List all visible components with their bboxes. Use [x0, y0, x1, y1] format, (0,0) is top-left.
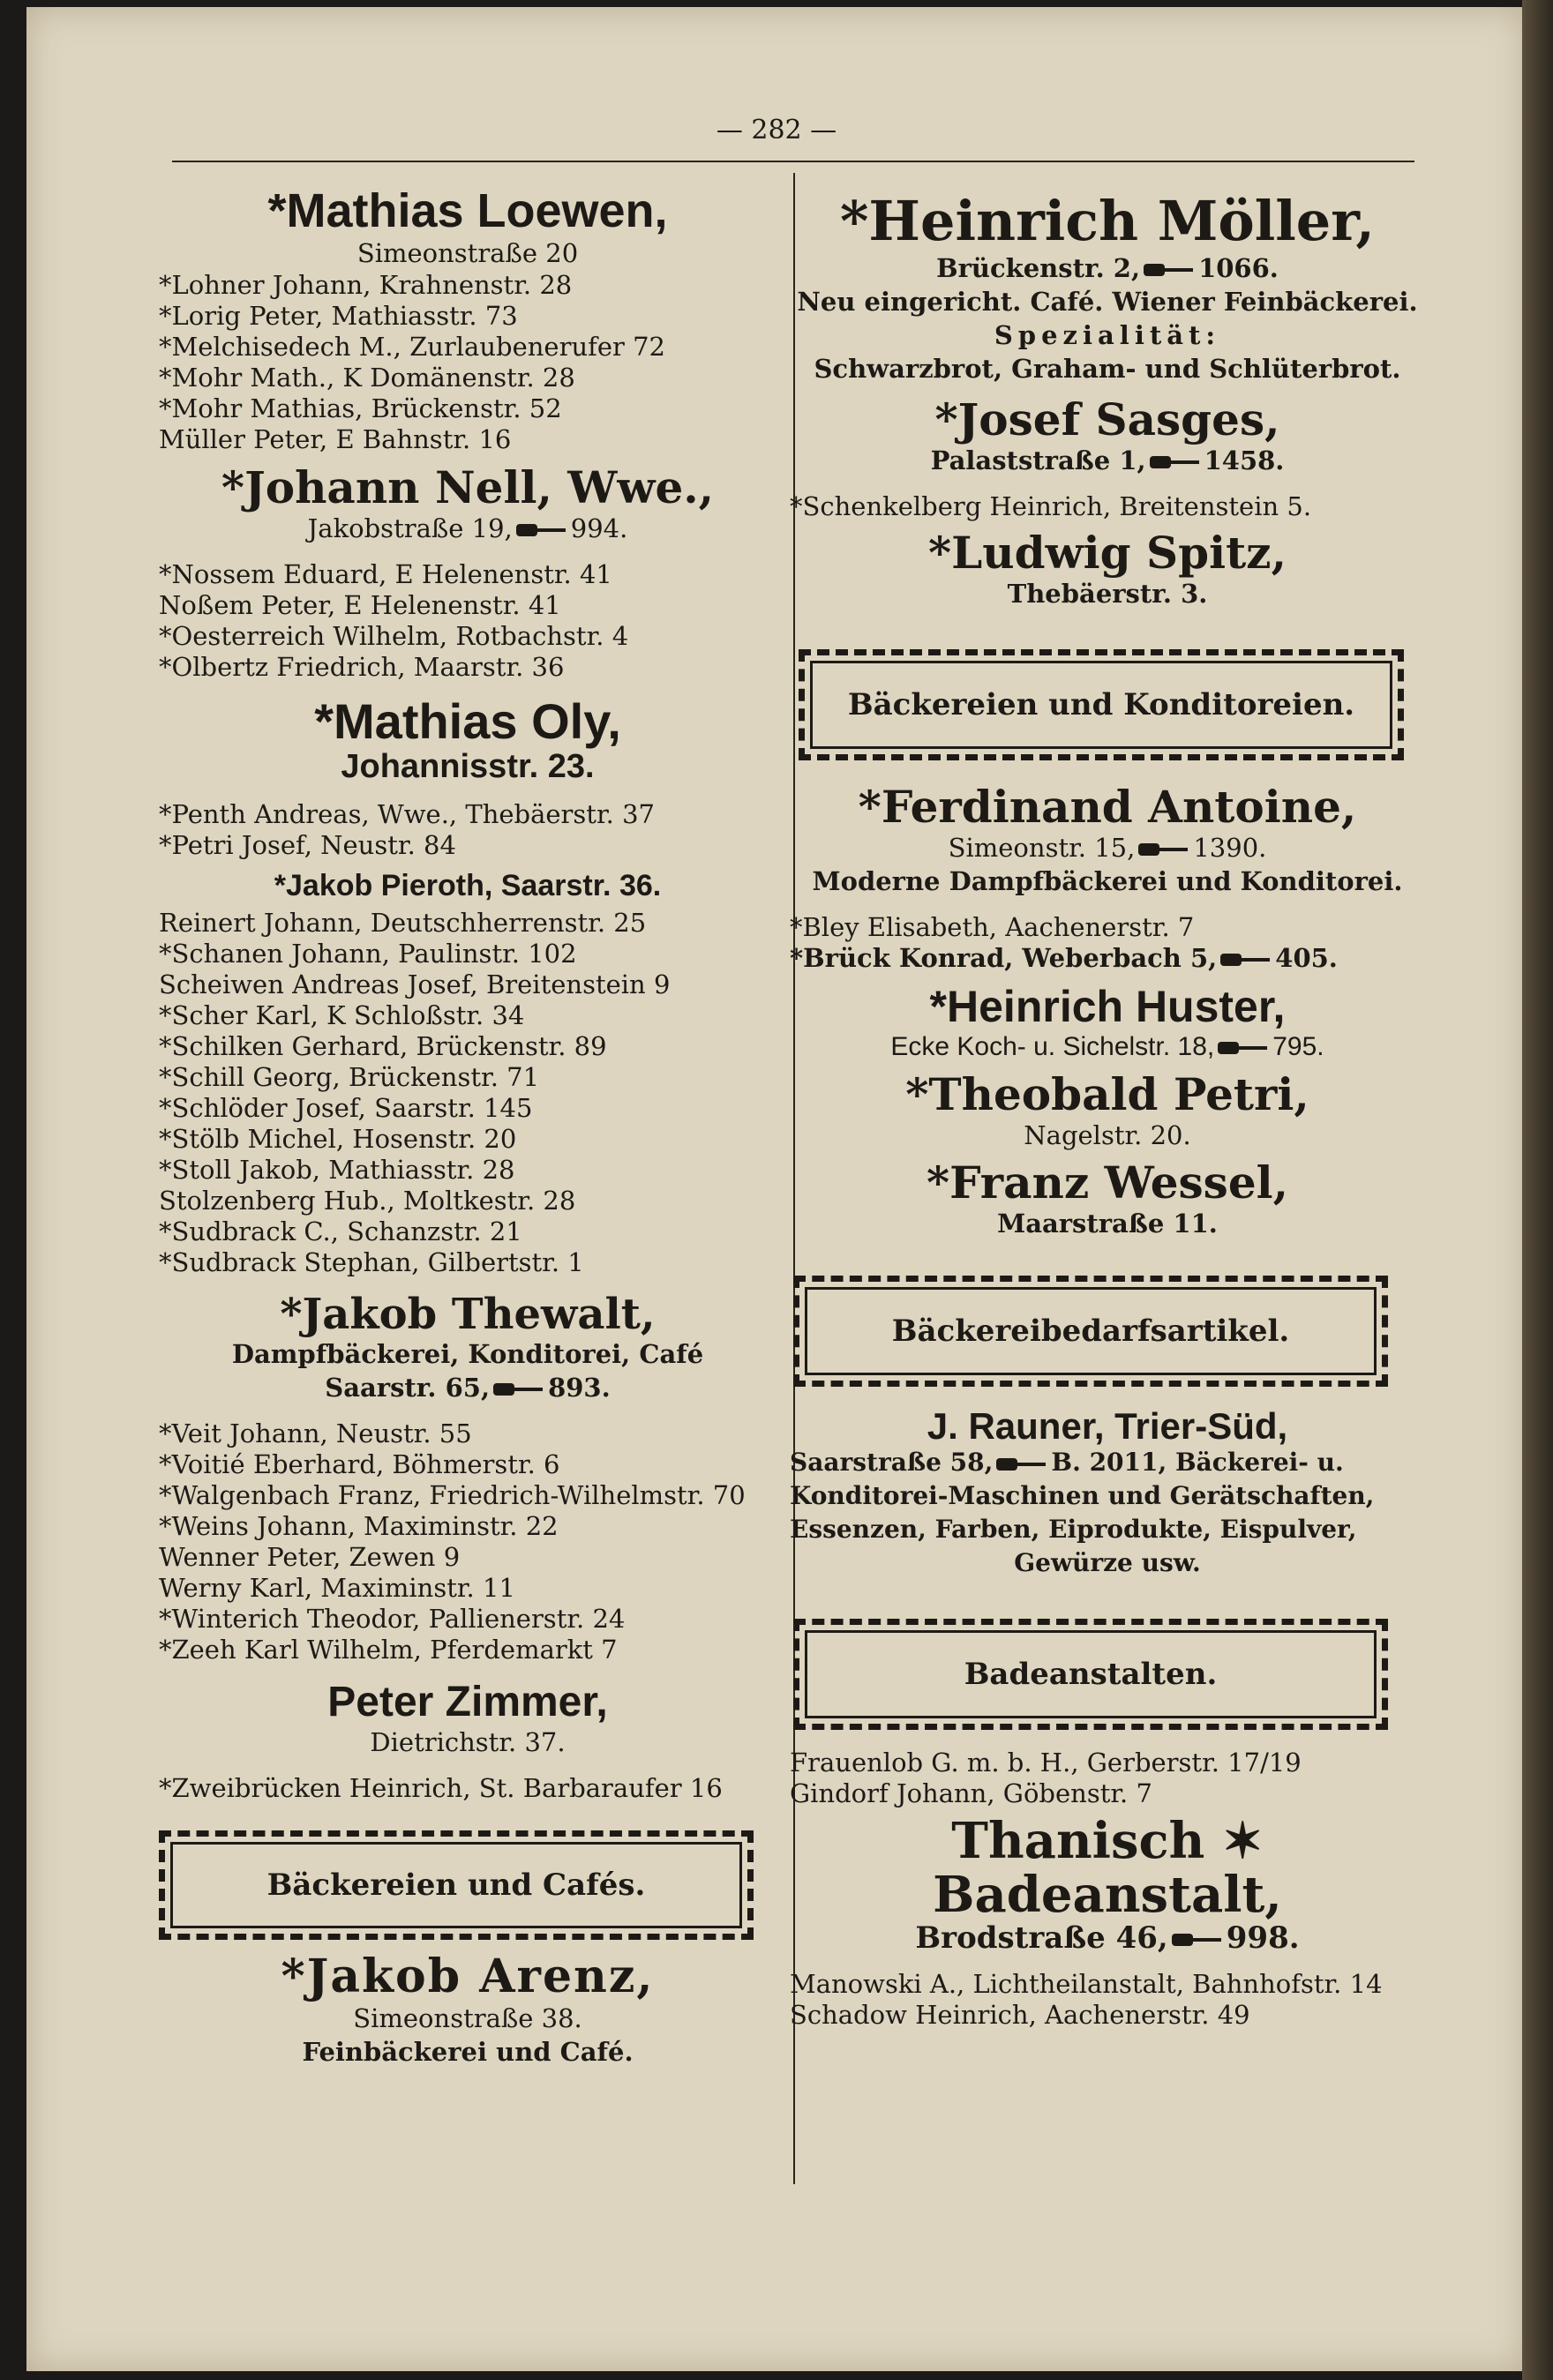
antoine-address: Simeonstr. 15, [948, 832, 1136, 863]
directory-entry: *Zeeh Karl Wilhelm, Pferdemarkt 7 [159, 1635, 618, 1665]
telephone-icon [1150, 454, 1201, 470]
rauner-line-1b: B. 2011, Bäckerei- u. [1051, 1448, 1344, 1478]
section-box-konditoreien [799, 649, 1404, 760]
moeller-phone: 1066. [1198, 252, 1279, 283]
page-number: — 282 — [716, 115, 837, 146]
nell-address-line [159, 512, 776, 545]
directory-entry: *Veit Johann, Neustr. 55 [159, 1418, 472, 1449]
antoine-title: *Ferdinand Antoine, [858, 780, 1357, 833]
nell-title: *Johann Nell, Wwe., [221, 461, 715, 514]
directory-entry: *Petri Josef, Neustr. 84 [159, 829, 456, 860]
loewen-address: Simeonstraße 20 [356, 238, 579, 269]
directory-entry: *Oesterreich Wilhelm, Rotbachstr. 4 [159, 621, 629, 652]
arenz-address: Simeonstraße 38. [353, 2003, 582, 2034]
section-title-bedarf: Bäckereibedarfsartikel. [891, 1313, 1290, 1349]
moeller-special: Schwarzbrot, Graham- und Schlüterbrot. [814, 353, 1401, 384]
huster-phone: 795. [1272, 1031, 1324, 1061]
telephone-icon [493, 1381, 544, 1397]
left-group-1 [159, 270, 776, 455]
left-group-2 [159, 559, 776, 683]
spitz-title: *Ludwig Spitz, [928, 526, 1287, 579]
directory-entry: *Nossem Eduard, E Helenenstr. 41 [159, 559, 612, 590]
petri-title: *Theobald Petri, [905, 1067, 1309, 1120]
directory-entry: *Sudbrack C., Schanzstr. 21 [159, 1216, 522, 1246]
directory-entry: *Lorig Peter, Mathiasstr. 73 [159, 301, 518, 332]
right-column [790, 176, 1425, 2031]
directory-entry: *Schanen Johann, Paulinstr. 102 [159, 938, 577, 969]
thewalt-address: Saarstr. 65, [325, 1373, 491, 1403]
directory-entry: *Olbertz Friedrich, Maarstr. 36 [159, 652, 565, 683]
pieroth-title: *Jakob Pieroth, Saarstr. 36. [274, 868, 662, 902]
moeller-address: Brückenstr. 2, [936, 252, 1141, 283]
header-rule [172, 161, 1414, 162]
directory-entry: *Stoll Jakob, Mathiasstr. 28 [159, 1154, 515, 1185]
rauner-line-2: Konditorei-Maschinen und Gerätschaften, [790, 1481, 1375, 1511]
directory-entry: *Schlöder Josef, Saarstr. 145 [159, 1092, 533, 1123]
directory-entry: Stolzenberg Hub., Moltkestr. 28 [159, 1185, 576, 1216]
right-group-1 [790, 491, 1425, 522]
directory-entry: *Walgenbach Franz, Friedrich-Wilhelmstr. 70 [159, 1480, 746, 1511]
section-title-bad: Badeanstalten. [964, 1657, 1218, 1693]
huster-address: Ecke Koch- u. Sichelstr. 18, [890, 1031, 1215, 1061]
directory-entry: Werny Karl, Maximinstr. 11 [159, 1573, 515, 1604]
directory-entry: *Weins Johann, Maximinstr. 22 [159, 1511, 559, 1542]
directory-entry: *Melchisedech M., Zurlaubenerufer 72 [159, 332, 665, 363]
sasges-address: Palaststraße 1, [930, 445, 1146, 475]
section-box-bad [793, 1619, 1388, 1730]
bley-entry: *Bley Elisabeth, Aachenerstr. 7 [790, 911, 1195, 942]
moeller-desc: Neu eingericht. Café. Wiener Feinbäckerei. [797, 286, 1418, 317]
thanisch-phone: 998. [1226, 1920, 1300, 1957]
rauner-line-4: Gewürze usw. [1014, 1548, 1201, 1578]
arenz-title: *Jakob Arenz, [281, 1950, 655, 2004]
directory-entry: Reinert Johann, Deutschherrenstr. 25 [159, 907, 647, 938]
rauner-line-1 [790, 1446, 1425, 1479]
sasges-address-line [790, 444, 1425, 477]
moeller-title: *Heinrich Möller, [840, 189, 1375, 253]
directory-entry: Gindorf Johann, Göbenstr. 7 [790, 1778, 1152, 1809]
page-edge [1522, 0, 1553, 2380]
nell-address: Jakobstraße 19, [307, 513, 513, 544]
spitz-address: Thebäerstr. 3. [1007, 578, 1208, 609]
brueck-phone: 405. [1275, 942, 1338, 973]
antoine-address-line [790, 831, 1425, 864]
oly-address: Johannisstr. 23. [341, 747, 595, 785]
directory-entry: Wenner Peter, Zewen 9 [159, 1542, 461, 1573]
thanisch-title: Thanisch ✶ Badeanstalt, [933, 1812, 1282, 1924]
directory-entry: Scheiwen Andreas Josef, Breitenstein 9 [159, 969, 671, 999]
wessel-title: *Franz Wessel, [926, 1156, 1289, 1209]
thewalt-address-line [159, 1371, 776, 1404]
directory-entry: *Winterich Theodor, Pallienerstr. 24 [159, 1604, 626, 1635]
moeller-address-line [790, 251, 1425, 285]
telephone-icon [1144, 262, 1195, 278]
directory-entry: *Penth Andreas, Wwe., Thebäerstr. 37 [159, 798, 655, 829]
brueck-entry [790, 943, 1425, 974]
directory-entry: *Schenkelberg Heinrich, Breitenstein 5. [790, 490, 1312, 521]
thanisch-address: Brodstraße 46, [915, 1920, 1168, 1957]
rauner-line-3: Essenzen, Farben, Eiprodukte, Eispulver, [790, 1515, 1357, 1545]
wessel-address: Maarstraße 11. [997, 1208, 1218, 1239]
left-group-3 [159, 799, 776, 861]
left-group-4 [159, 908, 776, 1278]
directory-entry: Noßem Peter, E Helenenstr. 41 [159, 590, 561, 621]
section-title-konditoreien: Bäckereien und Konditoreien. [847, 686, 1355, 722]
thanisch-address-line [790, 1921, 1425, 1955]
directory-entry: Manowski A., Lichtheilanstalt, Bahnhofstr. 14 [790, 1969, 1383, 2000]
zimmer-address: Dietrichstr. 37. [370, 1727, 566, 1758]
telephone-icon [516, 522, 567, 538]
telephone-icon [1220, 952, 1272, 968]
brueck-text: *Brück Konrad, Weberbach 5, [790, 942, 1218, 973]
directory-entry: *Zweibrücken Heinrich, St. Barbaraufer 16 [159, 1773, 723, 1804]
directory-entry: *Mohr Mathias, Brückenstr. 52 [159, 393, 562, 424]
huster-address-line [790, 1030, 1425, 1064]
sasges-phone: 1458. [1204, 445, 1285, 475]
rauner-address: Saarstraße 58, [790, 1448, 994, 1478]
directory-entry: Frauenlob G. m. b. H., Gerberstr. 17/19 [790, 1748, 1302, 1778]
directory-entry: *Lohner Johann, Krahnenstr. 28 [159, 270, 573, 301]
left-group-5 [159, 1418, 776, 1665]
loewen-title: *Mathias Loewen, [267, 184, 668, 237]
telephone-icon [1172, 1932, 1223, 1948]
left-group-6 [159, 1773, 776, 1804]
moeller-special-label: Spezialität: [994, 319, 1221, 350]
section-box-cafes [159, 1830, 754, 1940]
sasges-title: *Josef Sasges, [934, 393, 1280, 445]
right-group-3 [790, 1969, 1425, 2031]
telephone-icon [1218, 1040, 1269, 1056]
oly-title: *Mathias Oly, [314, 693, 621, 750]
directory-entry: *Schilken Gerhard, Brückenstr. 89 [159, 1030, 607, 1061]
directory-entry: *Voitié Eberhard, Böhmerstr. 6 [159, 1449, 560, 1480]
right-group-2 [790, 1748, 1425, 1809]
directory-entry: *Sudbrack Stephan, Gilbertstr. 1 [159, 1246, 584, 1277]
directory-entry: *Mohr Math., K Domänenstr. 28 [159, 363, 575, 393]
huster-title: *Heinrich Huster, [929, 981, 1286, 1031]
directory-entry: Müller Peter, E Bahnstr. 16 [159, 424, 512, 455]
zimmer-title: Peter Zimmer, [327, 1679, 608, 1726]
directory-entry: *Scher Karl, K Schloßstr. 34 [159, 999, 525, 1030]
rauner-title: J. Rauner, Trier-Süd, [927, 1404, 1288, 1447]
telephone-icon [1138, 842, 1189, 857]
nell-phone: 994. [570, 513, 628, 544]
directory-entry: *Stölb Michel, Hosenstr. 20 [159, 1123, 517, 1154]
telephone-icon [996, 1456, 1047, 1472]
section-box-bedarf [793, 1276, 1388, 1387]
section-title-cafes: Bäckereien und Cafés. [266, 1867, 646, 1904]
thewalt-desc: Dampfbäckerei, Konditorei, Café [231, 1339, 704, 1370]
left-column [159, 176, 776, 2069]
directory-entry: Schadow Heinrich, Aachenerstr. 49 [790, 2000, 1250, 2031]
thewalt-title: *Jakob Thewalt, [280, 1289, 656, 1339]
antoine-desc: Moderne Dampfbäckerei und Konditorei. [812, 865, 1403, 896]
antoine-phone: 1390. [1193, 832, 1267, 863]
directory-entry: *Schill Georg, Brückenstr. 71 [159, 1061, 540, 1092]
thewalt-phone: 893. [548, 1373, 611, 1403]
petri-address: Nagelstr. 20. [1024, 1119, 1191, 1150]
arenz-desc: Feinbäckerei und Café. [302, 2037, 634, 2068]
